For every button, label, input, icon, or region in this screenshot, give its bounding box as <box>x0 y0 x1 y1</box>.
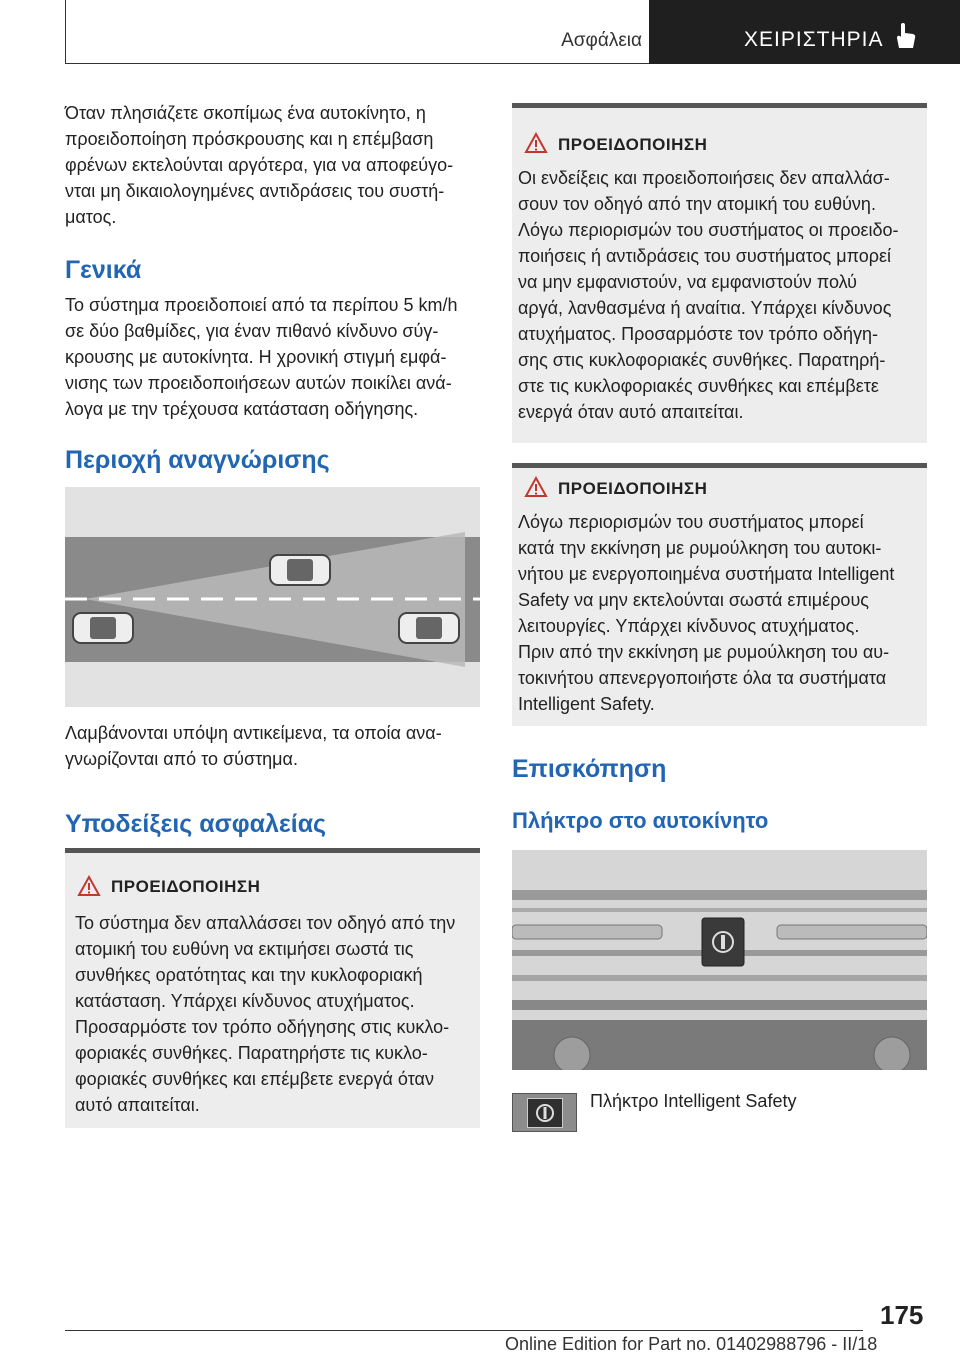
text-line: λογα με την τρέχουσα κατάσταση οδήγησης. <box>65 399 419 419</box>
text-line: Όταν πλησιάζετε σκοπίμως ένα αυτοκίνητο, η <box>65 103 426 123</box>
road-illustration <box>65 487 480 707</box>
text-line: γνωρίζονται από το σύστημα. <box>65 749 298 769</box>
text-line: αργά, λανθασμένα ή αναίτια. Υπάρχει κίνδυνος <box>518 298 892 318</box>
dashboard-illustration <box>512 850 927 1070</box>
intelligent-safety-button-icon <box>527 1098 563 1128</box>
text-line: νισης των προειδοποιήσεων αυτών ποικίλει ανά- <box>65 373 452 393</box>
footer-rule <box>65 1330 863 1331</box>
text-line: αυτό απαιτείται. <box>75 1095 200 1115</box>
text-line: Οι ενδείξεις και προειδοποιήσεις δεν απαλλάσ- <box>518 168 890 188</box>
chapter-tab-label: ΧΕΙΡΙΣΤΗΡΙΑ <box>744 28 884 51</box>
text-line: Πριν από την εκκίνηση με ρυμούλκηση του αυ- <box>518 642 890 662</box>
text-line: νήτου με ενεργοποιημένα συστήματα Intelligent <box>518 564 895 584</box>
edition-note: Online Edition for Part no. 01402988796 - II/18 <box>505 1334 878 1354</box>
general-paragraph <box>65 292 480 422</box>
text-line: ενεργά όταν αυτό απαιτείται. <box>518 402 744 422</box>
text-line: κρουσης με αυτοκίνητα. Η χρονική στιγμή εμφά- <box>65 347 447 367</box>
detection-area-figure <box>65 487 480 707</box>
text-line: φρένων εκτελούνται αργότερα, για να αποφεύγο- <box>65 155 454 175</box>
button-caption: Πλήκτρο Intelligent Safety <box>590 1091 797 1111</box>
warning-box <box>512 463 927 726</box>
text-line: Λαμβάνονται υπόψη αντικείμενα, τα οποία ανα- <box>65 723 442 743</box>
car-front-icon <box>270 555 330 585</box>
text-line: Safety να μην εκτελούνται σωστά επιμέρους <box>518 590 869 610</box>
header-divider <box>65 0 66 64</box>
chapter-tab <box>649 0 960 64</box>
page-number: 175 <box>880 1300 924 1330</box>
intro-paragraph <box>65 100 480 230</box>
text-line: Λόγω περιορισμών του συστήματος μπορεί <box>518 512 864 532</box>
text-line: προειδοποίηση πρόσκρουσης και η επέμβαση <box>65 129 434 149</box>
warning-body <box>75 910 475 1118</box>
warning-title: ΠΡΟΕΙΔΟΠΟΙΗΣΗ <box>111 877 261 896</box>
button-photo-figure <box>512 850 927 1070</box>
heading-detection-area: Περιοχή αναγνώρισης <box>65 446 330 474</box>
heading-overview: Επισκόπηση <box>512 755 667 783</box>
text-line: Το σύστημα δεν απαλλάσσει τον οδηγό από την <box>75 913 456 933</box>
section-title: Ασφάλεια <box>561 30 642 51</box>
text-line: Intelligent Safety. <box>518 694 655 714</box>
heading-button-in-car: Πλήκτρο στο αυτοκίνητο <box>512 808 769 833</box>
header-underline <box>65 63 649 64</box>
text-line: στε τις κυκλοφοριακές συνθήκες και επέμβετε <box>518 376 879 396</box>
text-line: ατομική του ευθύνη να εκτιμήσει σωστά τις <box>75 939 414 959</box>
text-line: Το σύστημα προειδοποιεί από τα περίπου 5 km/h <box>65 295 458 315</box>
text-line: ποιήσεις ή αντιδράσεις του συστήματος μπορεί <box>518 246 892 266</box>
heading-safety-notes: Υποδείξεις ασφαλείας <box>65 810 327 838</box>
warning-triangle-icon <box>524 476 548 498</box>
text-line: φοριακές συνθήκες. Παρατηρήστε τις κυκλο- <box>75 1043 428 1063</box>
text-line: ατυχήματος. Προσαρμόστε τον τρόπο οδήγη- <box>518 324 878 344</box>
warning-title: ΠΡΟΕΙΔΟΠΟΙΗΣΗ <box>558 479 708 498</box>
text-line: σης στις κυκλοφοριακές συνθήκες. Παρατηρή- <box>518 350 886 370</box>
text-line: Λόγω περιορισμών του συστήματος οι προειδο- <box>518 220 899 240</box>
text-line: λειτουργίες. Υπάρχει κίνδυνος ατυχήματος. <box>518 616 860 636</box>
text-line: να μην εμφανιστούν, να εμφανιστούν πολύ <box>518 272 858 292</box>
car-ego-icon <box>73 613 133 643</box>
warning-title: ΠΡΟΕΙΔΟΠΟΙΗΣΗ <box>558 135 708 154</box>
text-line: ματος. <box>65 207 117 227</box>
text-line: σε δύο βαθμίδες, για έναν πιθανό κίνδυνο σύγ- <box>65 321 439 341</box>
car-ahead-icon <box>399 613 459 643</box>
text-line: σουν τον οδηγό από την ατομική του ευθύνη. <box>518 194 876 214</box>
hand-pointer-icon <box>891 22 919 50</box>
text-line: Προσαρμόστε τον τρόπο οδήγησης στις κυκλο- <box>75 1017 450 1037</box>
detection-caption <box>65 720 480 772</box>
warning-triangle-icon <box>524 132 548 154</box>
warning-box <box>65 848 480 1128</box>
text-line: φοριακές συνθήκες και επέμβετε ενεργά όταν <box>75 1069 434 1089</box>
text-line: νται μη δικαιολογημένες αντιδράσεις του συστή- <box>65 181 445 201</box>
text-line: συνθήκες ορατότητας και την κυκλοφοριακή <box>75 965 423 985</box>
text-line: κατάσταση. Υπάρχει κίνδυνος ατυχήματος. <box>75 991 415 1011</box>
warning-body <box>518 165 922 425</box>
text-line: κατά την εκκίνηση με ρυμούλκηση του αυτοκι- <box>518 538 882 558</box>
warning-body <box>518 509 922 717</box>
warning-triangle-icon <box>77 875 101 897</box>
text-line: τοκινήτου απενεργοποιήστε όλα τα συστήματα <box>518 668 887 688</box>
heading-general: Γενικά <box>65 256 142 284</box>
button-thumbnail <box>512 1093 577 1132</box>
warning-box <box>512 103 927 443</box>
